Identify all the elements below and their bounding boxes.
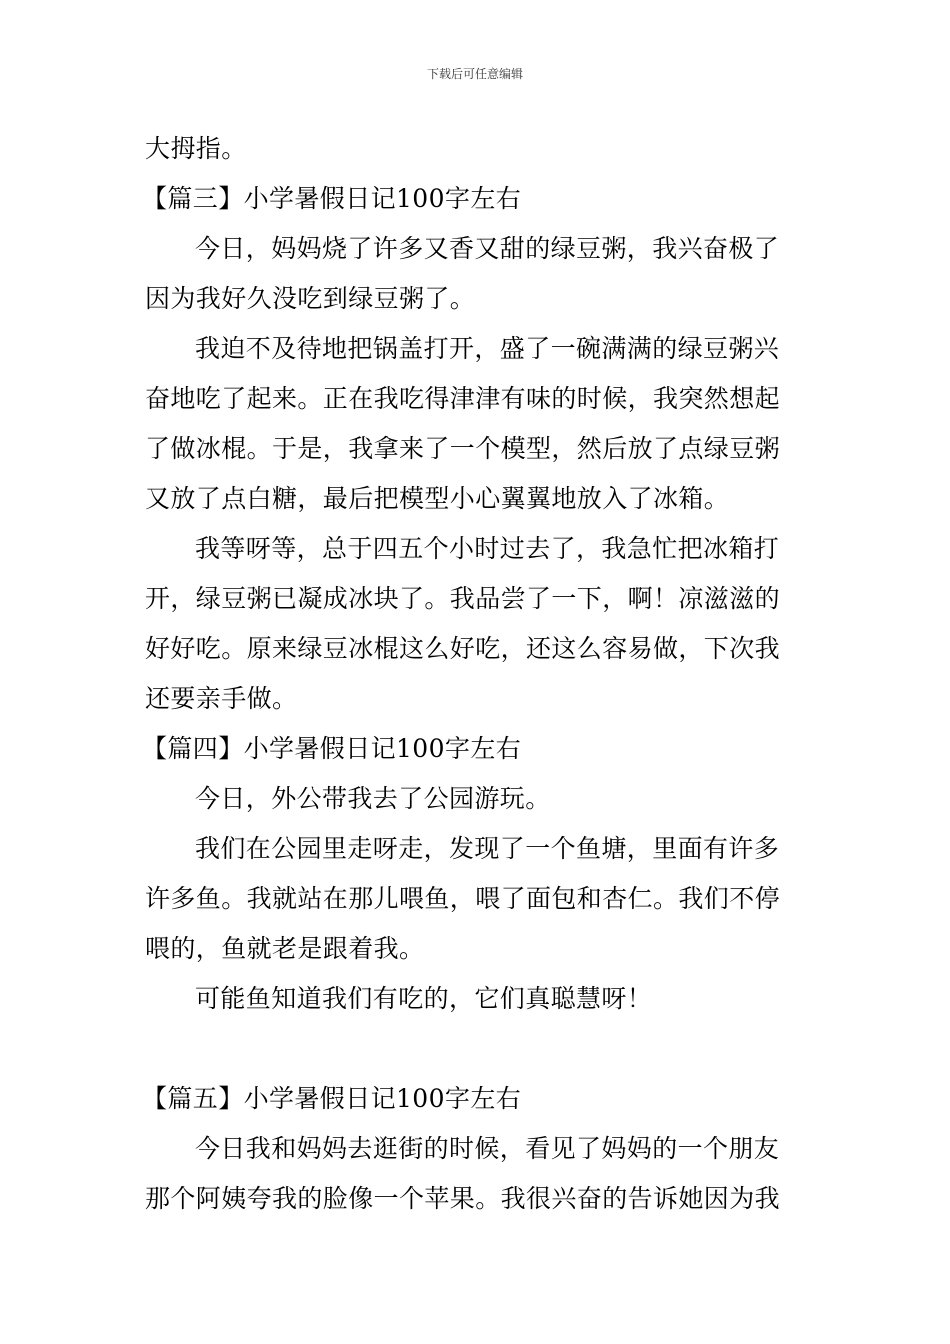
text-line: 我迫不及待地把锅盖打开，盛了一碗满满的绿豆粥兴 <box>195 334 780 363</box>
page-header: 下载后可任意编辑 <box>426 67 523 81</box>
blank-line <box>145 1024 810 1074</box>
text-line: 今日，外公带我去了公园游玩。 <box>195 784 551 813</box>
section-heading: 【篇五】小学暑假日记100字左右 <box>142 1084 522 1113</box>
text-line: 许多鱼。我就站在那儿喂鱼，喂了面包和杏仁。我们不停 <box>145 884 781 913</box>
text-line: 大拇指。 <box>145 134 247 163</box>
text-line: 奋地吃了起来。正在我吃得津津有味的时候，我突然想起 <box>145 384 781 413</box>
text-line: 今日，妈妈烧了许多又香又甜的绿豆粥，我兴奋极了 <box>195 234 780 263</box>
text-line: 我们在公园里走呀走，发现了一个鱼塘，里面有许多 <box>195 834 780 863</box>
text-line: 今日我和妈妈去逛街的时候，看见了妈妈的一个朋友 <box>195 1134 780 1163</box>
text-line: 还要亲手做。 <box>145 684 298 713</box>
text-line: 了做冰棍。于是，我拿来了一个模型，然后放了点绿豆粥 <box>145 434 781 463</box>
text-line: 因为我好久没吃到绿豆粥了。 <box>145 284 476 313</box>
text-line: 喂的，鱼就老是跟着我。 <box>145 934 425 963</box>
text-line: 又放了点白糖，最后把模型小心翼翼地放入了冰箱。 <box>145 484 730 513</box>
text-line: 可能鱼知道我们有吃的，它们真聪慧呀！ <box>195 984 653 1013</box>
text-line: 那个阿姨夸我的脸像一个苹果。我很兴奋的告诉她因为我 <box>145 1184 781 1213</box>
text-line: 我等呀等，总于四五个小时过去了，我急忙把冰箱打 <box>195 534 780 563</box>
text-line: 好好吃。原来绿豆冰棍这么好吃，还这么容易做，下次我 <box>145 634 781 663</box>
section-heading: 【篇四】小学暑假日记100字左右 <box>142 734 522 763</box>
section-heading: 【篇三】小学暑假日记100字左右 <box>142 184 522 213</box>
document-body <box>142 124 810 1224</box>
text-line: 开，绿豆粥已凝成冰块了。我品尝了一下，啊！凉滋滋的 <box>145 584 781 613</box>
